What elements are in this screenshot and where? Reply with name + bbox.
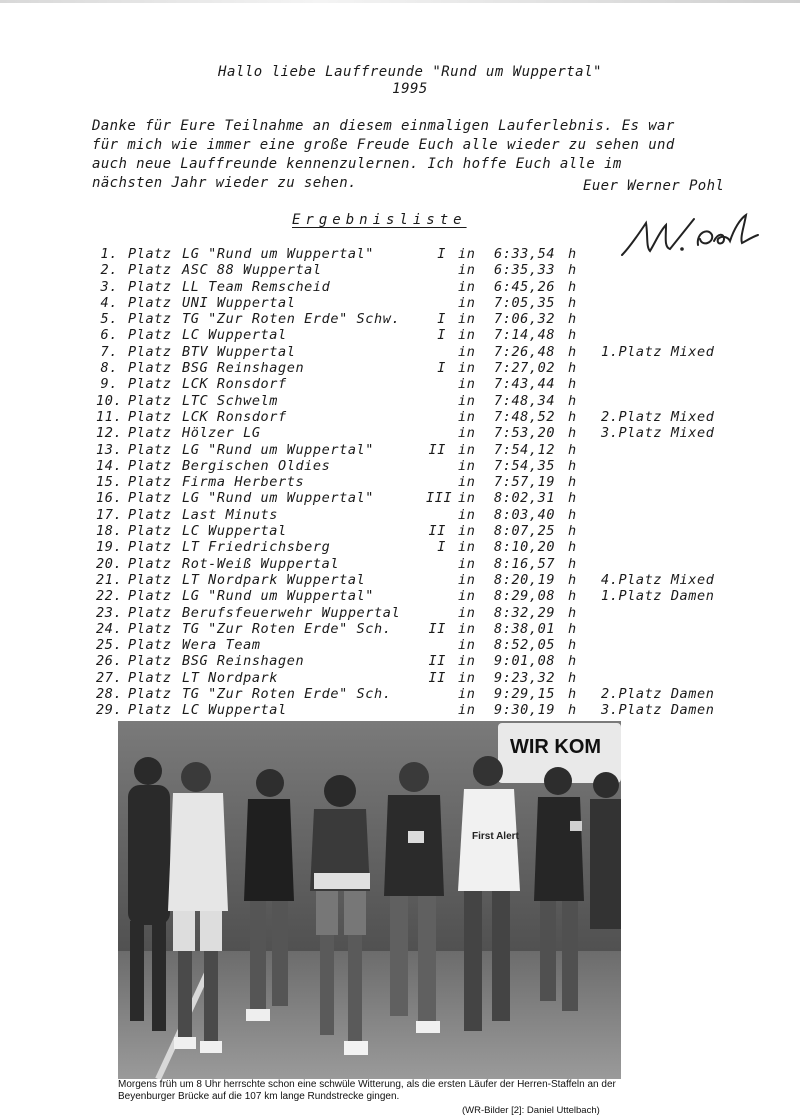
results-list xyxy=(96,246,776,719)
result-time: 6:35,33 xyxy=(494,262,556,279)
result-row xyxy=(96,572,776,588)
result-row xyxy=(96,474,776,490)
result-unit: h xyxy=(568,555,577,572)
result-unit: h xyxy=(568,653,577,670)
result-time: 7:48,52 xyxy=(494,408,556,425)
result-time: 7:54,12 xyxy=(494,441,556,458)
result-in: in xyxy=(458,425,476,442)
result-team: LT Nordpark Wuppertal xyxy=(182,571,366,588)
result-cls: II xyxy=(428,441,446,458)
result-platz: Platz xyxy=(128,457,172,474)
result-rank: 29. xyxy=(96,702,123,719)
result-in: in xyxy=(458,539,476,556)
result-rank: 6. xyxy=(100,327,118,344)
result-time: 8:52,05 xyxy=(494,637,556,654)
result-rank: 21. xyxy=(96,571,123,588)
result-unit: h xyxy=(568,294,577,311)
result-unit: h xyxy=(568,604,577,621)
result-in: in xyxy=(458,571,476,588)
result-unit: h xyxy=(568,441,577,458)
result-platz: Platz xyxy=(128,588,172,605)
result-cls: I xyxy=(437,311,446,328)
result-rank: 27. xyxy=(96,669,123,686)
result-row xyxy=(96,653,776,669)
result-row xyxy=(96,344,776,360)
result-rank: 23. xyxy=(96,604,123,621)
result-unit: h xyxy=(568,360,577,377)
result-platz: Platz xyxy=(128,408,172,425)
signoff: Euer Werner Pohl xyxy=(583,178,725,194)
result-team: LG "Rund um Wuppertal" xyxy=(182,588,375,605)
result-rank: 22. xyxy=(96,588,123,605)
result-time: 8:32,29 xyxy=(494,604,556,621)
result-row xyxy=(96,246,776,262)
result-row xyxy=(96,376,776,392)
result-unit: h xyxy=(568,474,577,491)
result-in: in xyxy=(458,604,476,621)
result-team: TG "Zur Roten Erde" Sch. xyxy=(182,686,392,703)
photo-credit: (WR-Bilder [2]: Daniel Uttelbach) xyxy=(462,1105,600,1116)
result-time: 6:45,26 xyxy=(494,278,556,295)
result-in: in xyxy=(458,669,476,686)
result-team: LG "Rund um Wuppertal" xyxy=(182,246,375,262)
result-platz: Platz xyxy=(128,653,172,670)
result-cls: I xyxy=(437,327,446,344)
result-platz: Platz xyxy=(128,506,172,523)
result-row xyxy=(96,279,776,295)
result-row xyxy=(96,621,776,637)
result-platz: Platz xyxy=(128,311,172,328)
result-team: Rot-Weiß Wuppertal xyxy=(182,555,340,572)
result-platz: Platz xyxy=(128,490,172,507)
result-row xyxy=(96,262,776,278)
result-time: 7:26,48 xyxy=(494,343,556,360)
result-award: 3.Platz Mixed xyxy=(601,425,715,442)
result-in: in xyxy=(458,457,476,474)
result-rank: 12. xyxy=(96,425,123,442)
result-rank: 15. xyxy=(96,474,123,491)
result-platz: Platz xyxy=(128,246,172,262)
result-in: in xyxy=(458,294,476,311)
result-row xyxy=(96,425,776,441)
result-team: TG "Zur Roten Erde" Sch. xyxy=(182,620,392,637)
result-platz: Platz xyxy=(128,637,172,654)
result-time: 8:16,57 xyxy=(494,555,556,572)
result-unit: h xyxy=(568,262,577,279)
result-team: BTV Wuppertal xyxy=(182,343,296,360)
result-time: 8:07,25 xyxy=(494,523,556,540)
result-time: 8:38,01 xyxy=(494,620,556,637)
result-time: 7:57,19 xyxy=(494,474,556,491)
result-team: LG "Rund um Wuppertal" xyxy=(182,441,375,458)
result-in: in xyxy=(458,523,476,540)
result-rank: 2. xyxy=(100,262,118,279)
result-time: 7:05,35 xyxy=(494,294,556,311)
result-unit: h xyxy=(568,588,577,605)
result-unit: h xyxy=(568,571,577,588)
result-platz: Platz xyxy=(128,327,172,344)
result-team: Hölzer LG xyxy=(182,425,261,442)
results-heading: Ergebnisliste xyxy=(292,212,467,228)
result-time: 8:20,19 xyxy=(494,571,556,588)
result-cls: II xyxy=(428,669,446,686)
result-rank: 20. xyxy=(96,555,123,572)
result-row xyxy=(96,360,776,376)
result-row xyxy=(96,686,776,702)
result-unit: h xyxy=(568,376,577,393)
result-in: in xyxy=(458,686,476,703)
result-team: LL Team Remscheid xyxy=(182,278,331,295)
result-row xyxy=(96,490,776,506)
result-team: BSG Reinshagen xyxy=(182,653,305,670)
result-team: Berufsfeuerwehr Wuppertal xyxy=(182,604,401,621)
result-time: 7:54,35 xyxy=(494,457,556,474)
result-in: in xyxy=(458,327,476,344)
result-team: LG "Rund um Wuppertal" xyxy=(182,490,375,507)
result-team: LCK Ronsdorf xyxy=(182,408,287,425)
result-unit: h xyxy=(568,539,577,556)
result-rank: 11. xyxy=(96,408,123,425)
result-row xyxy=(96,393,776,409)
result-platz: Platz xyxy=(128,702,172,719)
result-row xyxy=(96,442,776,458)
result-award: 3.Platz Damen xyxy=(601,702,715,719)
result-platz: Platz xyxy=(128,343,172,360)
result-platz: Platz xyxy=(128,425,172,442)
result-in: in xyxy=(458,278,476,295)
result-in: in xyxy=(458,490,476,507)
result-row xyxy=(96,588,776,604)
result-in: in xyxy=(458,620,476,637)
result-team: LC Wuppertal xyxy=(182,327,287,344)
result-in: in xyxy=(458,555,476,572)
result-team: Bergischen Oldies xyxy=(182,457,331,474)
result-row xyxy=(96,605,776,621)
intro-paragraph: Danke für Eure Teilnahme an diesem einmaligen Lauferlebnis. Es war für mich wie immer eine große Freude Euch alle wieder zu sehen und auch neue Lauffreunde kennenzulernen. Ich hoffe Euch alle im nächsten Jahr wieder zu sehen. xyxy=(92,118,675,191)
result-rank: 4. xyxy=(100,294,118,311)
result-rank: 17. xyxy=(96,506,123,523)
result-award: 4.Platz Mixed xyxy=(601,571,715,588)
runners-photo xyxy=(118,721,621,1079)
result-team: Firma Herberts xyxy=(182,474,305,491)
result-team: Last Minuts xyxy=(182,506,279,523)
result-rank: 14. xyxy=(96,457,123,474)
result-team: LC Wuppertal xyxy=(182,702,287,719)
result-row xyxy=(96,556,776,572)
result-cls: I xyxy=(437,246,446,262)
result-rank: 9. xyxy=(100,376,118,393)
result-platz: Platz xyxy=(128,686,172,703)
result-rank: 18. xyxy=(96,523,123,540)
result-unit: h xyxy=(568,620,577,637)
result-time: 7:53,20 xyxy=(494,425,556,442)
result-team: LTC Schwelm xyxy=(182,392,279,409)
result-row xyxy=(96,311,776,327)
result-rank: 16. xyxy=(96,490,123,507)
result-team: UNI Wuppertal xyxy=(182,294,296,311)
result-rank: 19. xyxy=(96,539,123,556)
result-row xyxy=(96,507,776,523)
result-platz: Platz xyxy=(128,294,172,311)
result-time: 7:48,34 xyxy=(494,392,556,409)
newspaper-photo xyxy=(118,721,621,1079)
result-time: 8:29,08 xyxy=(494,588,556,605)
result-award: 1.Platz Mixed xyxy=(601,343,715,360)
result-time: 7:06,32 xyxy=(494,311,556,328)
result-rank: 13. xyxy=(96,441,123,458)
result-platz: Platz xyxy=(128,539,172,556)
result-rank: 25. xyxy=(96,637,123,654)
result-team: TG "Zur Roten Erde" Schw. xyxy=(182,311,401,328)
result-platz: Platz xyxy=(128,360,172,377)
result-time: 7:14,48 xyxy=(494,327,556,344)
result-platz: Platz xyxy=(128,392,172,409)
result-rank: 8. xyxy=(100,360,118,377)
result-team: LT Nordpark xyxy=(182,669,279,686)
result-team: LCK Ronsdorf xyxy=(182,376,287,393)
result-unit: h xyxy=(568,457,577,474)
result-time: 9:01,08 xyxy=(494,653,556,670)
result-in: in xyxy=(458,474,476,491)
result-row xyxy=(96,539,776,555)
result-time: 8:03,40 xyxy=(494,506,556,523)
result-rank: 10. xyxy=(96,392,123,409)
result-rank: 7. xyxy=(100,343,118,360)
result-in: in xyxy=(458,653,476,670)
result-rank: 5. xyxy=(100,311,118,328)
result-award: 1.Platz Damen xyxy=(601,588,715,605)
result-platz: Platz xyxy=(128,474,172,491)
result-row xyxy=(96,702,776,718)
result-time: 9:29,15 xyxy=(494,686,556,703)
result-platz: Platz xyxy=(128,604,172,621)
result-in: in xyxy=(458,588,476,605)
result-team: ASC 88 Wuppertal xyxy=(182,262,322,279)
result-in: in xyxy=(458,343,476,360)
result-unit: h xyxy=(568,686,577,703)
result-unit: h xyxy=(568,327,577,344)
result-platz: Platz xyxy=(128,523,172,540)
result-time: 9:23,32 xyxy=(494,669,556,686)
page-edge xyxy=(0,0,800,3)
result-platz: Platz xyxy=(128,620,172,637)
result-award: 2.Platz Mixed xyxy=(601,408,715,425)
result-team: Wera Team xyxy=(182,637,261,654)
result-in: in xyxy=(458,262,476,279)
result-unit: h xyxy=(568,637,577,654)
result-in: in xyxy=(458,637,476,654)
result-unit: h xyxy=(568,490,577,507)
result-cls: I xyxy=(437,539,446,556)
result-rank: 28. xyxy=(96,686,123,703)
result-in: in xyxy=(458,506,476,523)
result-platz: Platz xyxy=(128,669,172,686)
result-team: BSG Reinshagen xyxy=(182,360,305,377)
result-unit: h xyxy=(568,392,577,409)
result-row xyxy=(96,327,776,343)
banner-text: WIR KOM xyxy=(510,736,602,758)
letter-title: Hallo liebe Lauffreunde "Rund um Wuppertal" xyxy=(218,64,602,80)
result-platz: Platz xyxy=(128,278,172,295)
result-platz: Platz xyxy=(128,571,172,588)
result-team: LC Wuppertal xyxy=(182,523,287,540)
result-unit: h xyxy=(568,408,577,425)
result-cls: II xyxy=(428,653,446,670)
result-time: 7:43,44 xyxy=(494,376,556,393)
result-platz: Platz xyxy=(128,376,172,393)
result-unit: h xyxy=(568,311,577,328)
result-time: 8:10,20 xyxy=(494,539,556,556)
shirt-print: First Alert xyxy=(472,831,519,842)
result-in: in xyxy=(458,408,476,425)
result-unit: h xyxy=(568,702,577,719)
result-unit: h xyxy=(568,278,577,295)
result-time: 6:33,54 xyxy=(494,246,556,262)
result-unit: h xyxy=(568,506,577,523)
letter-year: 1995 xyxy=(392,81,428,97)
result-in: in xyxy=(458,311,476,328)
result-cls: III xyxy=(426,490,453,507)
result-unit: h xyxy=(568,425,577,442)
result-platz: Platz xyxy=(128,555,172,572)
result-rank: 24. xyxy=(96,620,123,637)
result-unit: h xyxy=(568,343,577,360)
result-in: in xyxy=(458,376,476,393)
result-in: in xyxy=(458,702,476,719)
result-cls: I xyxy=(437,360,446,377)
result-rank: 26. xyxy=(96,653,123,670)
result-row xyxy=(96,295,776,311)
result-time: 9:30,19 xyxy=(494,702,556,719)
result-time: 7:27,02 xyxy=(494,360,556,377)
result-unit: h xyxy=(568,523,577,540)
result-unit: h xyxy=(568,246,577,262)
result-in: in xyxy=(458,441,476,458)
result-row xyxy=(96,523,776,539)
result-row xyxy=(96,409,776,425)
result-rank: 3. xyxy=(100,278,118,295)
result-in: in xyxy=(458,246,476,262)
result-time: 8:02,31 xyxy=(494,490,556,507)
photo-caption: Morgens früh um 8 Uhr herrschte schon eine schwüle Witterung, als die ersten Läufer der Herren-Staffeln an der Beyenburger Brücke auf die 107 km lange Rundstrecke gingen. xyxy=(118,1079,616,1102)
result-cls: II xyxy=(428,523,446,540)
result-rank: 1. xyxy=(100,246,118,262)
result-in: in xyxy=(458,360,476,377)
result-platz: Platz xyxy=(128,441,172,458)
result-unit: h xyxy=(568,669,577,686)
result-team: LT Friedrichsberg xyxy=(182,539,331,556)
result-row xyxy=(96,670,776,686)
result-platz: Platz xyxy=(128,262,172,279)
result-row xyxy=(96,458,776,474)
result-cls: II xyxy=(428,620,446,637)
result-row xyxy=(96,637,776,653)
result-award: 2.Platz Damen xyxy=(601,686,715,703)
result-in: in xyxy=(458,392,476,409)
